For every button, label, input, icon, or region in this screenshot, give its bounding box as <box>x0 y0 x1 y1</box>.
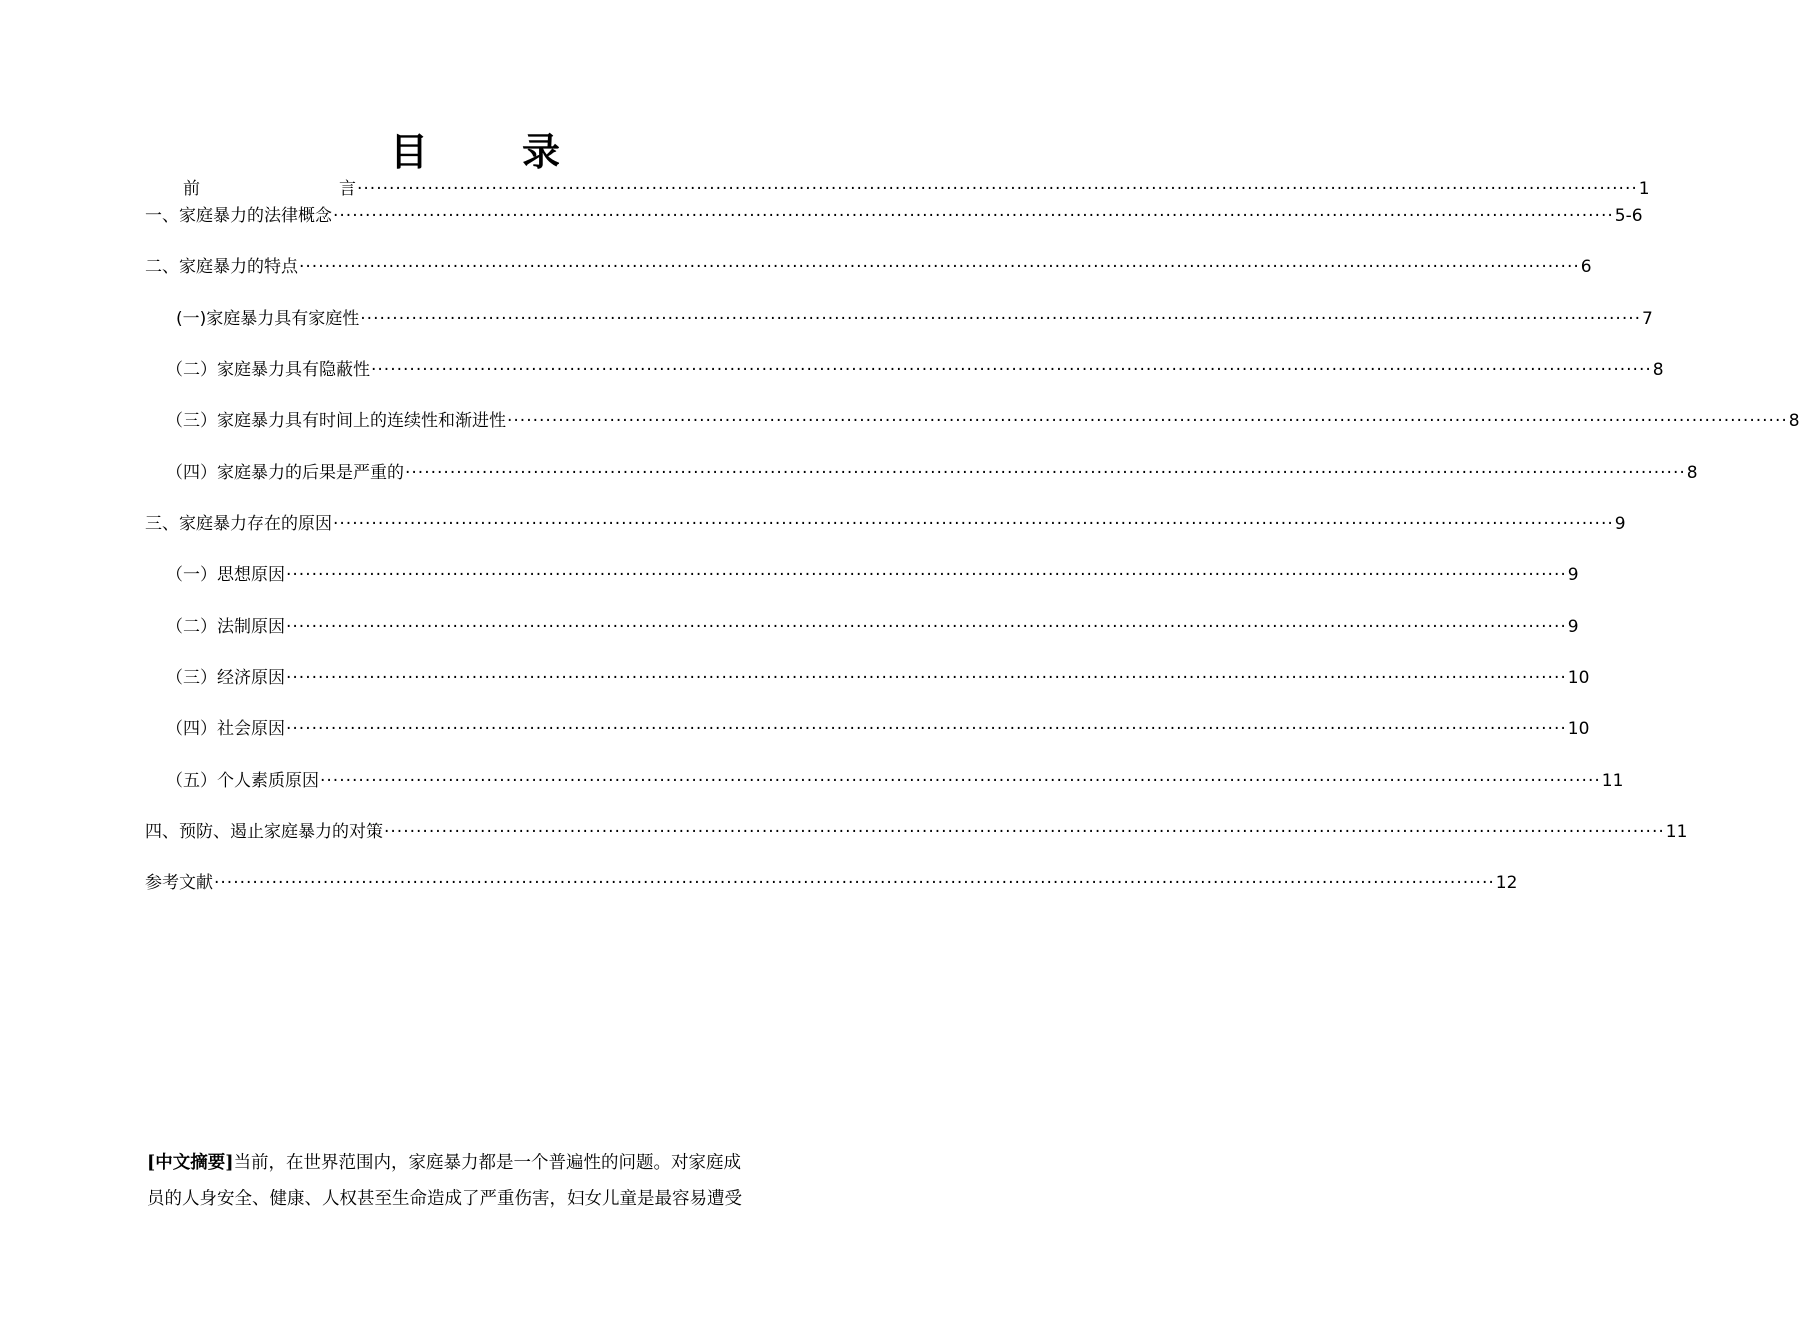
toc-entry-label: （三）家庭暴力具有时间上的连续性和渐进性 <box>166 411 506 431</box>
toc-entry-label: 四、预防、遏止家庭暴力的对策 <box>145 822 383 842</box>
toc-entry[interactable] <box>145 819 1688 843</box>
toc-page-number: 5-6 <box>1614 206 1643 226</box>
toc-leader-dots: ········································································································································································································ <box>357 179 1638 199</box>
toc-leader-dots: ········································································································································································································ <box>286 719 1567 739</box>
toc-leader-dots: ········································································································································································································ <box>333 206 1614 226</box>
toc-entry[interactable] <box>166 665 1590 689</box>
toc-page-number: 11 <box>1601 771 1624 791</box>
preface-label-right: 言 <box>339 179 356 199</box>
toc-page-number: 8 <box>1788 411 1800 431</box>
toc-leader-dots: ········································································································································································································ <box>299 257 1580 277</box>
toc-entry-label: （四）家庭暴力的后果是严重的 <box>166 463 404 483</box>
toc-page-number: 8 <box>1652 360 1664 380</box>
toc-entry[interactable] <box>166 408 1800 432</box>
toc-entry-label: （二）法制原因 <box>166 617 285 637</box>
toc-leader-dots: ········································································································································································································ <box>384 822 1665 842</box>
toc-entry-label: 参考文献 <box>145 873 213 893</box>
toc-entry[interactable] <box>166 460 1698 484</box>
toc-leader-dots: ········································································································································································································ <box>405 463 1686 483</box>
toc-entry-label <box>183 178 356 200</box>
toc-leader-dots: ········································································································································································································ <box>320 771 1601 791</box>
toc-entry-label: （一）思想原因 <box>166 565 285 585</box>
toc-entry[interactable] <box>166 716 1590 740</box>
toc-page-number: 9 <box>1567 565 1579 585</box>
toc-leader-dots: ········································································································································································································ <box>214 873 1495 893</box>
toc-entry-label: （二）家庭暴力具有隐蔽性 <box>166 360 370 380</box>
toc-entry-preface[interactable] <box>183 176 1650 200</box>
toc-entry-label: （四）社会原因 <box>166 719 285 739</box>
toc-entry-label: 三、家庭暴力存在的原因 <box>145 514 332 534</box>
toc-leader-dots: ········································································································································································································ <box>333 514 1614 534</box>
toc-leader-dots: ········································································································································································································ <box>507 411 1788 431</box>
preface-label-left: 前 <box>183 179 200 199</box>
toc-title: 目 录 <box>389 130 588 174</box>
toc-leader-dots: ········································································································································································································ <box>286 668 1567 688</box>
toc-leader-dots: ········································································································································································································ <box>360 309 1642 329</box>
toc-entry[interactable] <box>166 562 1579 586</box>
abstract-line <box>147 1145 797 1181</box>
toc-entry-label: （三）经济原因 <box>166 668 285 688</box>
chinese-abstract <box>147 1145 797 1217</box>
toc-entry[interactable] <box>145 203 1643 227</box>
abstract-heading: [中文摘要] <box>147 1153 234 1173</box>
toc-page-number: 1 <box>1638 179 1650 199</box>
toc-page-number: 8 <box>1686 463 1698 483</box>
toc-page-number: 12 <box>1495 873 1518 893</box>
toc-entry[interactable] <box>166 768 1624 792</box>
toc-leader-dots: ········································································································································································································ <box>371 360 1652 380</box>
toc-leader-dots: ········································································································································································································ <box>286 565 1567 585</box>
abstract-text: 当前，在世界范围内，家庭暴力都是一个普遍性的问题。对家庭成 <box>233 1153 742 1173</box>
toc-page-number: 9 <box>1614 514 1626 534</box>
abstract-text: 员的人身安全、健康、人权甚至生命造成了严重伤害，妇女儿童是最容易遭受 <box>147 1189 742 1209</box>
toc-entry[interactable] <box>145 511 1626 535</box>
toc-leader-dots: ········································································································································································································ <box>286 617 1567 637</box>
toc-entry-label: (一)家庭暴力具有家庭性 <box>176 309 360 329</box>
toc-entry-label: 二、家庭暴力的特点 <box>145 257 298 277</box>
toc-entry[interactable] <box>176 306 1653 330</box>
toc-entry-label: 一、家庭暴力的法律概念 <box>145 206 332 226</box>
toc-entry-label: （五）个人素质原因 <box>166 771 319 791</box>
toc-entry[interactable] <box>145 870 1518 894</box>
abstract-line <box>147 1181 797 1217</box>
toc-page-number: 10 <box>1567 719 1590 739</box>
toc-page-number: 7 <box>1642 309 1653 329</box>
toc-page-number: 10 <box>1567 668 1590 688</box>
toc-entry[interactable] <box>166 357 1664 381</box>
toc-page-number: 9 <box>1567 617 1579 637</box>
toc-entry[interactable] <box>166 614 1579 638</box>
toc-page-number: 6 <box>1580 257 1592 277</box>
toc-page-number: 11 <box>1665 822 1688 842</box>
toc-entry[interactable] <box>145 254 1592 278</box>
